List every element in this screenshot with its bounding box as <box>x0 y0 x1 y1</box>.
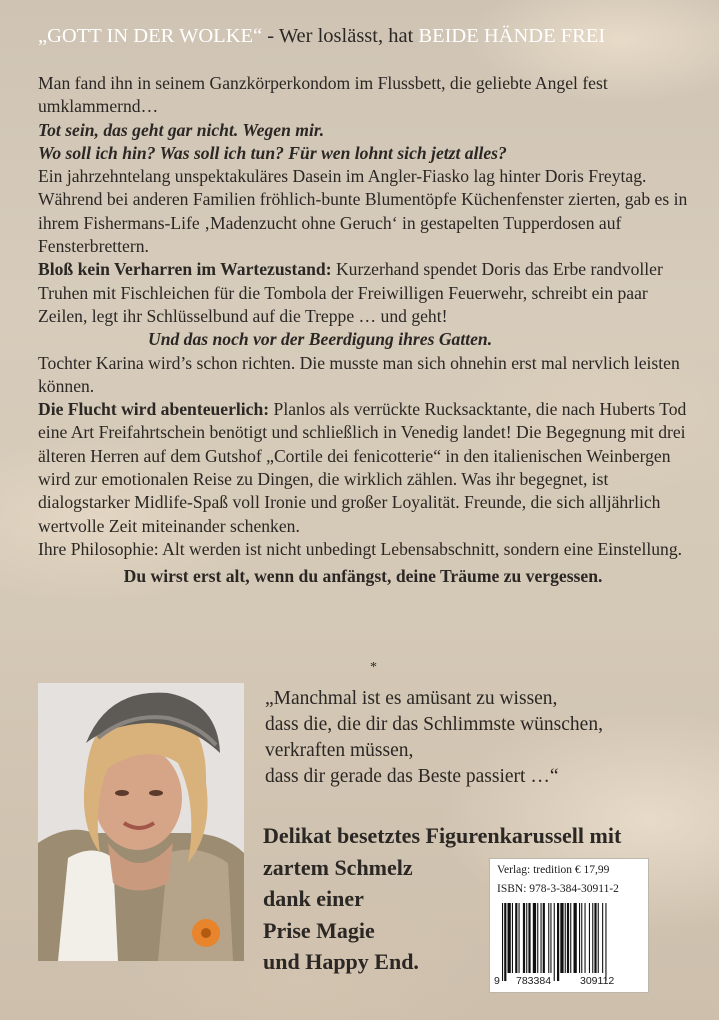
barcode-bar <box>537 903 538 973</box>
quote-line-3: verkraften müssen, <box>265 740 414 761</box>
barcode-bar <box>565 903 566 973</box>
barcode-bar <box>543 903 545 973</box>
blurb-paragraph-6: Ihre Philosophie: Alt werden ist nicht unbedingt Lebensabschnitt, sondern eine Einstellung. <box>38 538 683 559</box>
barcode-digits-right: 309112 <box>580 975 615 987</box>
barcode-bar <box>589 903 590 973</box>
barcode-bars <box>498 903 642 981</box>
blurb-bold-lead-1: Bloß kein Verharren im Wartezustand: <box>38 259 332 280</box>
barcode-digits-left: 783384 <box>516 975 552 987</box>
blurb-paragraph-3-text: Kurzerhand spendet Doris das Erbe randvoller Truhen mit Fischleichen für die Tombola der Freiwilligen Feuerwehr, schreibt ein paar Zeilen, legt ihr Schlüsselbund auf die Treppe … und geht! <box>38 259 663 326</box>
tagline-line-2: zartem Schmelz <box>263 854 413 880</box>
blurb-paragraph-2: Ein jahrzehntelang unspektakuläres Dasein im Angler-Fiasko lag hinter Doris Freytag. Während bei anderen Familien fröhlich-bunte Blumentöpfe Küchenfenster zierten, gab es in ihrem Fishermans-Life ‚Madenzucht ohne Geruch‘ in gestapelten Tupperdosen auf Fensterbrettern. <box>38 166 688 257</box>
barcode-bar <box>533 903 536 973</box>
barcode-bar <box>567 903 569 973</box>
barcode-bar <box>548 903 549 973</box>
tagline-line-3: dank einer <box>263 886 364 911</box>
blurb-italic-line-1: Tot sein, das geht gar nicht. Wegen mir. <box>38 119 325 140</box>
quote-line-2: dass die, die dir das Schlimmste wünschen, <box>265 714 603 735</box>
barcode-bar <box>541 903 542 973</box>
barcode-bar <box>502 903 503 981</box>
blurb-paragraph-3 <box>38 258 688 328</box>
blurb-paragraph-1: Man fand ihn in seinem Ganzkörperkondom im Flussbett, die geliebte Angel fest umklammernd… <box>38 73 608 117</box>
tagline-line-5: und Happy End. <box>263 949 419 974</box>
blurb-paragraph-4: Tochter Karina wird’s schon richten. Die musste man sich ohnehin erst mal nervlich leisten können. <box>38 352 680 396</box>
barcode-bar <box>579 903 580 973</box>
blurb-text <box>38 72 688 589</box>
blurb-italic-line-2: Wo soll ich hin? Was soll ich tun? Für wen lohnt sich jetzt alles? <box>38 142 507 163</box>
blurb-paragraph-5 <box>38 398 688 538</box>
isbn-barcode-box <box>489 858 649 993</box>
barcode-digit-first: 9 <box>494 975 500 987</box>
blurb-italic-line-3: Und das noch vor der Beerdigung ihres Gatten. <box>148 329 493 350</box>
barcode-bar <box>574 903 577 973</box>
barcode-bar <box>512 903 513 973</box>
blurb-paragraph-5-text: Planlos als verrückte Rucksacktante, die nach Huberts Tod eine Art Freifahrtschein benötigt und schließlich in Venedig landet! Die Begegnung mit drei älteren Herren auf dem Gutshof „Cortile dei fenicotterie“ in den italienischen Weinbergen wird zur emotionalen Reise zu Dingen, die wirklich zählen. Was ihr begegnet, ist dialogstarker Midlife-Spaß voll Ironie und großer Loyalität. Freunde, die sich alljährlich wertvolle Zeit miteinander schenken. <box>38 399 687 536</box>
barcode-bar <box>519 903 520 973</box>
barcode-bar <box>585 903 586 973</box>
barcode-bar <box>605 903 606 981</box>
quote-line-4: dass dir gerade das Beste passiert …“ <box>265 766 559 787</box>
header-separator: - <box>262 25 279 47</box>
barcode-bar <box>504 903 506 981</box>
barcode-bar <box>554 903 555 981</box>
barcode-bar <box>515 903 517 973</box>
barcode-bar <box>526 903 527 973</box>
quote-line-1: „Manchmal ist es amüsant zu wissen, <box>265 688 558 709</box>
author-quote <box>265 686 705 790</box>
barcode-bar <box>528 903 530 973</box>
barcode-bar <box>523 903 525 973</box>
barcode-bar <box>602 903 603 973</box>
tagline-line-4: Prise Magie <box>263 917 375 943</box>
barcode-bar <box>598 903 599 973</box>
header-line <box>38 25 698 48</box>
barcode-bar <box>557 903 559 981</box>
barcode-bar <box>508 903 511 973</box>
tagline-line-1: Delikat besetztes Figurenkarussell mit <box>263 823 622 848</box>
barcode-bar <box>581 903 582 973</box>
author-photo <box>38 683 244 961</box>
blurb-closing-motto: Du wirst erst alt, wenn du anfängst, deine Träume zu vergessen. <box>123 566 603 587</box>
header-slogan-start: Wer loslässt, hat <box>278 25 419 47</box>
barcode-bar <box>550 903 551 973</box>
barcode-bar <box>560 903 563 973</box>
isbn-number: ISBN: 978-3-384-30911-2 <box>497 883 619 895</box>
publisher-price: Verlag: tredition € 17,99 <box>497 864 610 876</box>
barcode-bar <box>594 903 596 973</box>
barcode-bar <box>570 903 571 973</box>
blurb-bold-lead-2: Die Flucht wird abenteuerlich: <box>38 399 270 420</box>
book-title: „GOTT IN DER WOLKE“ <box>38 25 263 47</box>
header-slogan-highlight: BEIDE HÄNDE FREI <box>418 25 606 47</box>
section-separator: * <box>370 660 377 675</box>
barcode-bar <box>592 903 593 973</box>
